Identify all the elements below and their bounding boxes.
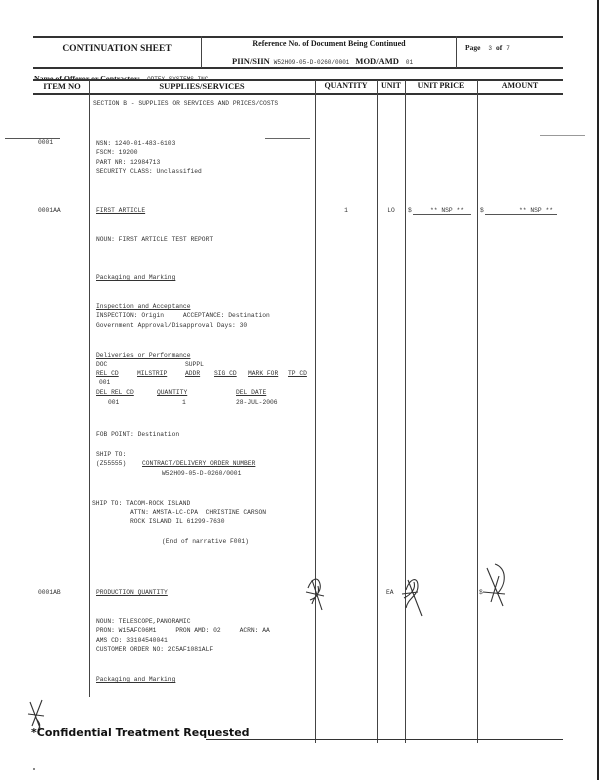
approval-line: Government Approval/Disapproval Days: 30 bbox=[96, 322, 248, 329]
amount-underline bbox=[485, 214, 557, 215]
column-divider bbox=[477, 80, 478, 743]
item-number: 0001AB bbox=[38, 589, 61, 596]
contract-order-label: CONTRACT/DELIVERY ORDER NUMBER bbox=[142, 460, 256, 467]
column-divider bbox=[89, 80, 90, 697]
page-current: 3 bbox=[488, 45, 493, 52]
page-label: Page bbox=[465, 43, 481, 52]
item-title: PRODUCTION QUANTITY bbox=[96, 589, 168, 596]
ams-cd-line: AMS CD: 33104540041 bbox=[96, 637, 168, 644]
packaging-marking-heading: Packaging and Marking bbox=[96, 274, 176, 281]
page-of: of bbox=[496, 43, 503, 52]
inspection-line: INSPECTION: Origin ACCEPTANCE: Destination bbox=[96, 312, 270, 319]
column-divider bbox=[377, 80, 378, 743]
rel-cd-value: 001 bbox=[99, 379, 111, 386]
piin-label: PIIN/SIIN bbox=[232, 56, 270, 66]
section-title: SECTION B - SUPPLIES OR SERVICES AND PRICES/COSTS bbox=[93, 100, 279, 107]
mod-value: 01 bbox=[405, 59, 414, 66]
column-divider bbox=[405, 80, 406, 743]
ship-code: (Z55555) bbox=[96, 460, 127, 467]
milstrip-header: MILSTRIP bbox=[137, 370, 168, 377]
sheet-title: CONTINUATION SHEET bbox=[62, 44, 172, 54]
del-quantity-header: QUANTITY bbox=[157, 389, 188, 396]
item-number: 0001AA bbox=[38, 207, 61, 214]
confidential-notice: *Confidential Treatment Requested bbox=[31, 726, 250, 739]
offeror-label: Name of Offeror or Contractor: bbox=[34, 74, 141, 83]
unit-price-value: ** NSP ** bbox=[430, 207, 465, 214]
ship-to-address: SHIP TO: TACOM-ROCK ISLAND bbox=[92, 500, 191, 507]
column-header-bottom-border bbox=[33, 93, 563, 95]
contract-order-number: W52H09-05-D-0260/0001 bbox=[162, 470, 242, 477]
fob-point: FOB POINT: Destination bbox=[96, 431, 180, 438]
noun-line: NOUN: FIRST ARTICLE TEST REPORT bbox=[96, 236, 214, 243]
handwritten-initials-mark bbox=[398, 568, 428, 618]
scan-speck bbox=[33, 768, 35, 770]
tp-cd-header: TP CD bbox=[288, 370, 307, 377]
item-unit: EA bbox=[386, 589, 394, 596]
mod-label: MOD/AMD bbox=[355, 56, 399, 66]
inspection-heading: Inspection and Acceptance bbox=[96, 303, 191, 310]
noun-line: NOUN: TELESCOPE,PANORAMIC bbox=[96, 618, 191, 625]
scan-edge bbox=[597, 0, 599, 780]
sig-cd-header: SIG CD bbox=[214, 370, 237, 377]
item-title: FIRST ARTICLE bbox=[96, 207, 146, 214]
column-header-amount: AMOUNT bbox=[501, 81, 539, 90]
handwritten-initials-mark bbox=[302, 570, 332, 615]
item-unit: LO bbox=[387, 207, 395, 214]
unit-price-underline bbox=[413, 214, 471, 215]
del-date-header: DEL DATE bbox=[236, 389, 267, 396]
page-total: 7 bbox=[506, 45, 510, 52]
city-line: ROCK ISLAND IL 61299-7630 bbox=[130, 518, 225, 525]
mark-for-header: MARK FOR bbox=[248, 370, 279, 377]
column-header-unit-price: UNIT PRICE bbox=[417, 81, 465, 90]
reference-label: Reference No. of Document Being Continued bbox=[252, 39, 406, 48]
deliveries-heading: Deliveries or Performance bbox=[96, 352, 191, 359]
column-header-quantity: QUANTITY bbox=[324, 81, 368, 90]
unit-price-currency: $ bbox=[408, 207, 412, 214]
amount-currency: $ bbox=[480, 207, 484, 214]
del-rel-cd-value: 001 bbox=[108, 399, 120, 406]
handwritten-initials-mark bbox=[477, 562, 511, 614]
nsn-line: NSN: 1240-01-483-6103 bbox=[96, 140, 176, 147]
ship-to-label: SHIP TO: bbox=[96, 451, 127, 458]
footer-rule bbox=[206, 739, 563, 740]
customer-order-line: CUSTOMER ORDER NO: 2C5AF1081ALF bbox=[96, 646, 214, 653]
pron-line: PRON: W15AFC06M1 PRON AMD: 02 ACRN: AA bbox=[96, 627, 270, 634]
offeror-value: OPTEX SYSTEMS INC bbox=[147, 76, 209, 83]
amount-value: ** NSP ** bbox=[519, 207, 554, 214]
column-header-item-no: ITEM NO bbox=[43, 81, 81, 91]
fscm-line: FSCM: 19200 bbox=[96, 149, 138, 157]
page-indicator bbox=[465, 37, 510, 55]
suppl-label: SUPPL bbox=[185, 361, 204, 368]
del-date-value: 28-JUL-2006 bbox=[236, 399, 278, 406]
item-details bbox=[96, 139, 202, 176]
part-nr-line: PART NR: 12984713 bbox=[96, 158, 161, 166]
scan-mark bbox=[540, 135, 585, 136]
packaging-marking-heading: Packaging and Marking bbox=[96, 676, 176, 683]
attn-line: ATTN: AMSTA-LC-CPA CHRISTINE CARSON bbox=[130, 509, 267, 516]
security-class-line: SECURITY CLASS: Unclassified bbox=[96, 167, 202, 175]
item-quantity: 1 bbox=[344, 207, 348, 214]
addr-header: ADDR bbox=[185, 370, 201, 377]
header-divider bbox=[456, 36, 457, 68]
column-header-supplies: SUPPLIES/SERVICES bbox=[159, 81, 245, 91]
unit-price-currency: $ bbox=[479, 589, 483, 596]
del-rel-cd-header: DEL REL CD bbox=[96, 389, 134, 396]
column-divider bbox=[315, 80, 316, 743]
end-of-narrative: (End of narrative F001) bbox=[162, 538, 249, 545]
column-header-unit: UNIT bbox=[380, 81, 401, 90]
piin-row bbox=[232, 51, 456, 69]
doc-label: DOC bbox=[96, 361, 108, 368]
piin-value: W52H09-05-D-0260/0001 bbox=[273, 59, 350, 66]
scan-mark bbox=[265, 138, 310, 139]
rel-cd-header: REL CD bbox=[96, 370, 119, 377]
item-number: 0001 bbox=[38, 139, 54, 146]
del-quantity-value: 1 bbox=[182, 399, 186, 406]
